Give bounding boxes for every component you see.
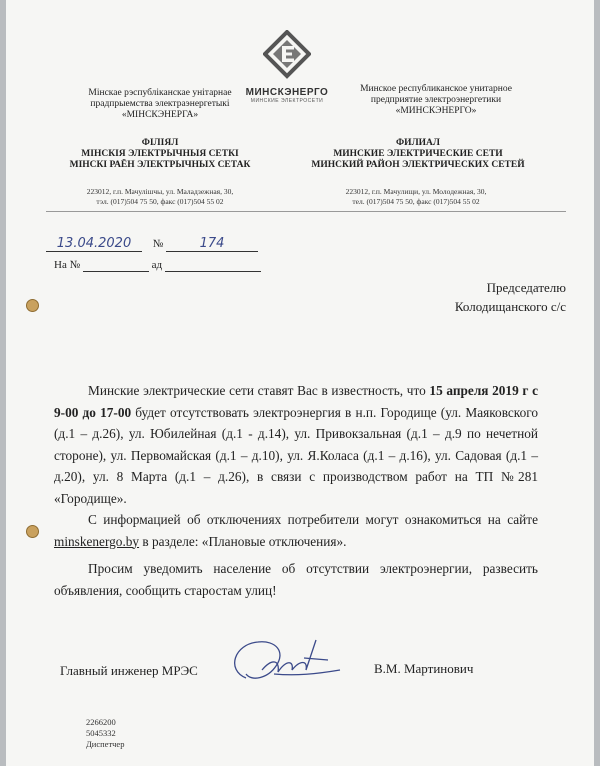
header-divider	[46, 211, 566, 212]
addressee-line: Колодищанского с/с	[454, 299, 566, 314]
header-org-ru-line: предприятие электроэнергетики	[370, 95, 502, 105]
body-paragraph-3: Просим уведомить население об отсутствии электроэнергии, развесить объявления, сообщить старостам улиц!	[54, 561, 538, 598]
logo-text: МИНСКЭНЕРГО	[245, 87, 329, 98]
addressee-line: Председателю	[486, 280, 566, 295]
reference-number-label: На №	[54, 259, 81, 271]
body-text: Минские электрические сети ставят Вас в известность, что	[88, 383, 430, 398]
company-logo	[242, 30, 332, 104]
header-org-ru-line: Минское республиканское унитарное	[360, 84, 512, 94]
header-org-by-line: прадпрыемства электраэнергетыкі	[90, 99, 230, 109]
filial-ru-line: ФИЛИАЛ	[396, 138, 440, 148]
website-link[interactable]: minskenergo.by	[54, 533, 140, 549]
header-org-by-line: Мінскае рэспубліканскае унітарнае	[88, 88, 232, 98]
reference-number-blank	[83, 259, 149, 272]
footer-contacts	[86, 717, 124, 750]
footer-line: Диспетчер	[86, 739, 125, 749]
handwritten-signature	[216, 630, 346, 700]
footer-line: 2266200	[86, 717, 116, 727]
signatory-title: Главный инженер МРЭС	[60, 663, 198, 678]
body-paragraph-2	[54, 509, 538, 552]
address-by-line: 223012, г.п. Мачулішчы, ул. Маладзежная, 30,	[86, 187, 234, 196]
header-org-ru-line: «МИНСКЭНЕРГО»	[395, 106, 477, 116]
registration-date-line	[46, 236, 258, 252]
address-by-line: тэл. (017)504 75 50, факс (017)504 55 02	[96, 197, 224, 206]
header-org-by-line: «МІНСКЭНЕРГА»	[121, 110, 199, 120]
reference-date-blank	[165, 259, 261, 272]
addressee	[426, 278, 566, 316]
outage-date-time: 15 апреля 2019 г с 9-00 до 17-00	[54, 383, 538, 420]
reference-line	[54, 259, 261, 272]
body-text: будет отсутствовать электроэнергия в н.п. Городище (ул. Маяковского (д.1 – д.26), ул. Юбилейная (д.1 - д.14), ул. Привокзальная (д.1 – д.9 по нечетной стороне), ул. Первомайская (д.1 – д.10), ул. Я.Коласа (д.1 – д.16), ул. Садовая (д.1 – д.20), ул. 8 Марта (д.1 – д.26), в связи с производством работ на ТП №281 «Городище».	[54, 404, 539, 506]
letter-page	[6, 0, 594, 766]
footer-line: 5045332	[86, 728, 116, 738]
punch-hole-bottom	[26, 525, 39, 538]
logo-subtext: МИНСКИЕ ЭЛЕКТРОСЕТИ	[250, 98, 324, 104]
header-org-by	[60, 88, 260, 121]
filial-ru	[268, 138, 568, 171]
address-ru	[296, 187, 536, 207]
reference-date-label: ад	[151, 259, 163, 271]
header-org-ru	[336, 84, 536, 117]
signatory-name: В.М. Мартинович	[374, 661, 474, 676]
address-ru-line: 223012, г.п. Мачулищи, ул. Молодежная, 30,	[345, 187, 487, 196]
registration-number: 174	[166, 236, 258, 252]
body-text: в разделе: «Плановые отключения».	[139, 533, 347, 549]
registration-number-label: №	[152, 238, 164, 250]
filial-by-line: МІНСКІЯ ЭЛЕКТРЫЧНЫЯ СЕТКІ	[81, 149, 239, 159]
address-by	[60, 187, 260, 207]
registration-date: 13.04.2020	[46, 236, 142, 252]
punch-hole-top	[26, 299, 39, 312]
filial-by-line: МІНСКІ РАЁН ЭЛЕКТРЫЧНЫХ СЕТАК	[69, 160, 251, 170]
letter-body	[54, 380, 538, 601]
filial-by	[60, 138, 260, 171]
filial-ru-line: МИНСКИЕ ЭЛЕКТРИЧЕСКИЕ СЕТИ	[333, 149, 503, 159]
filial-by-line: ФІЛІЯЛ	[141, 138, 179, 148]
filial-ru-line: МИНСКИЙ РАЙОН ЭЛЕКТРИЧЕСКИХ СЕТЕЙ	[311, 160, 525, 170]
body-paragraph-1	[54, 380, 538, 509]
address-ru-line: тел. (017)504 75 50, факс (017)504 55 02	[352, 197, 480, 206]
body-text: С информацией об отключениях потребители могут ознакомиться на сайте	[88, 512, 538, 527]
minskenergo-logo-icon	[263, 30, 311, 80]
